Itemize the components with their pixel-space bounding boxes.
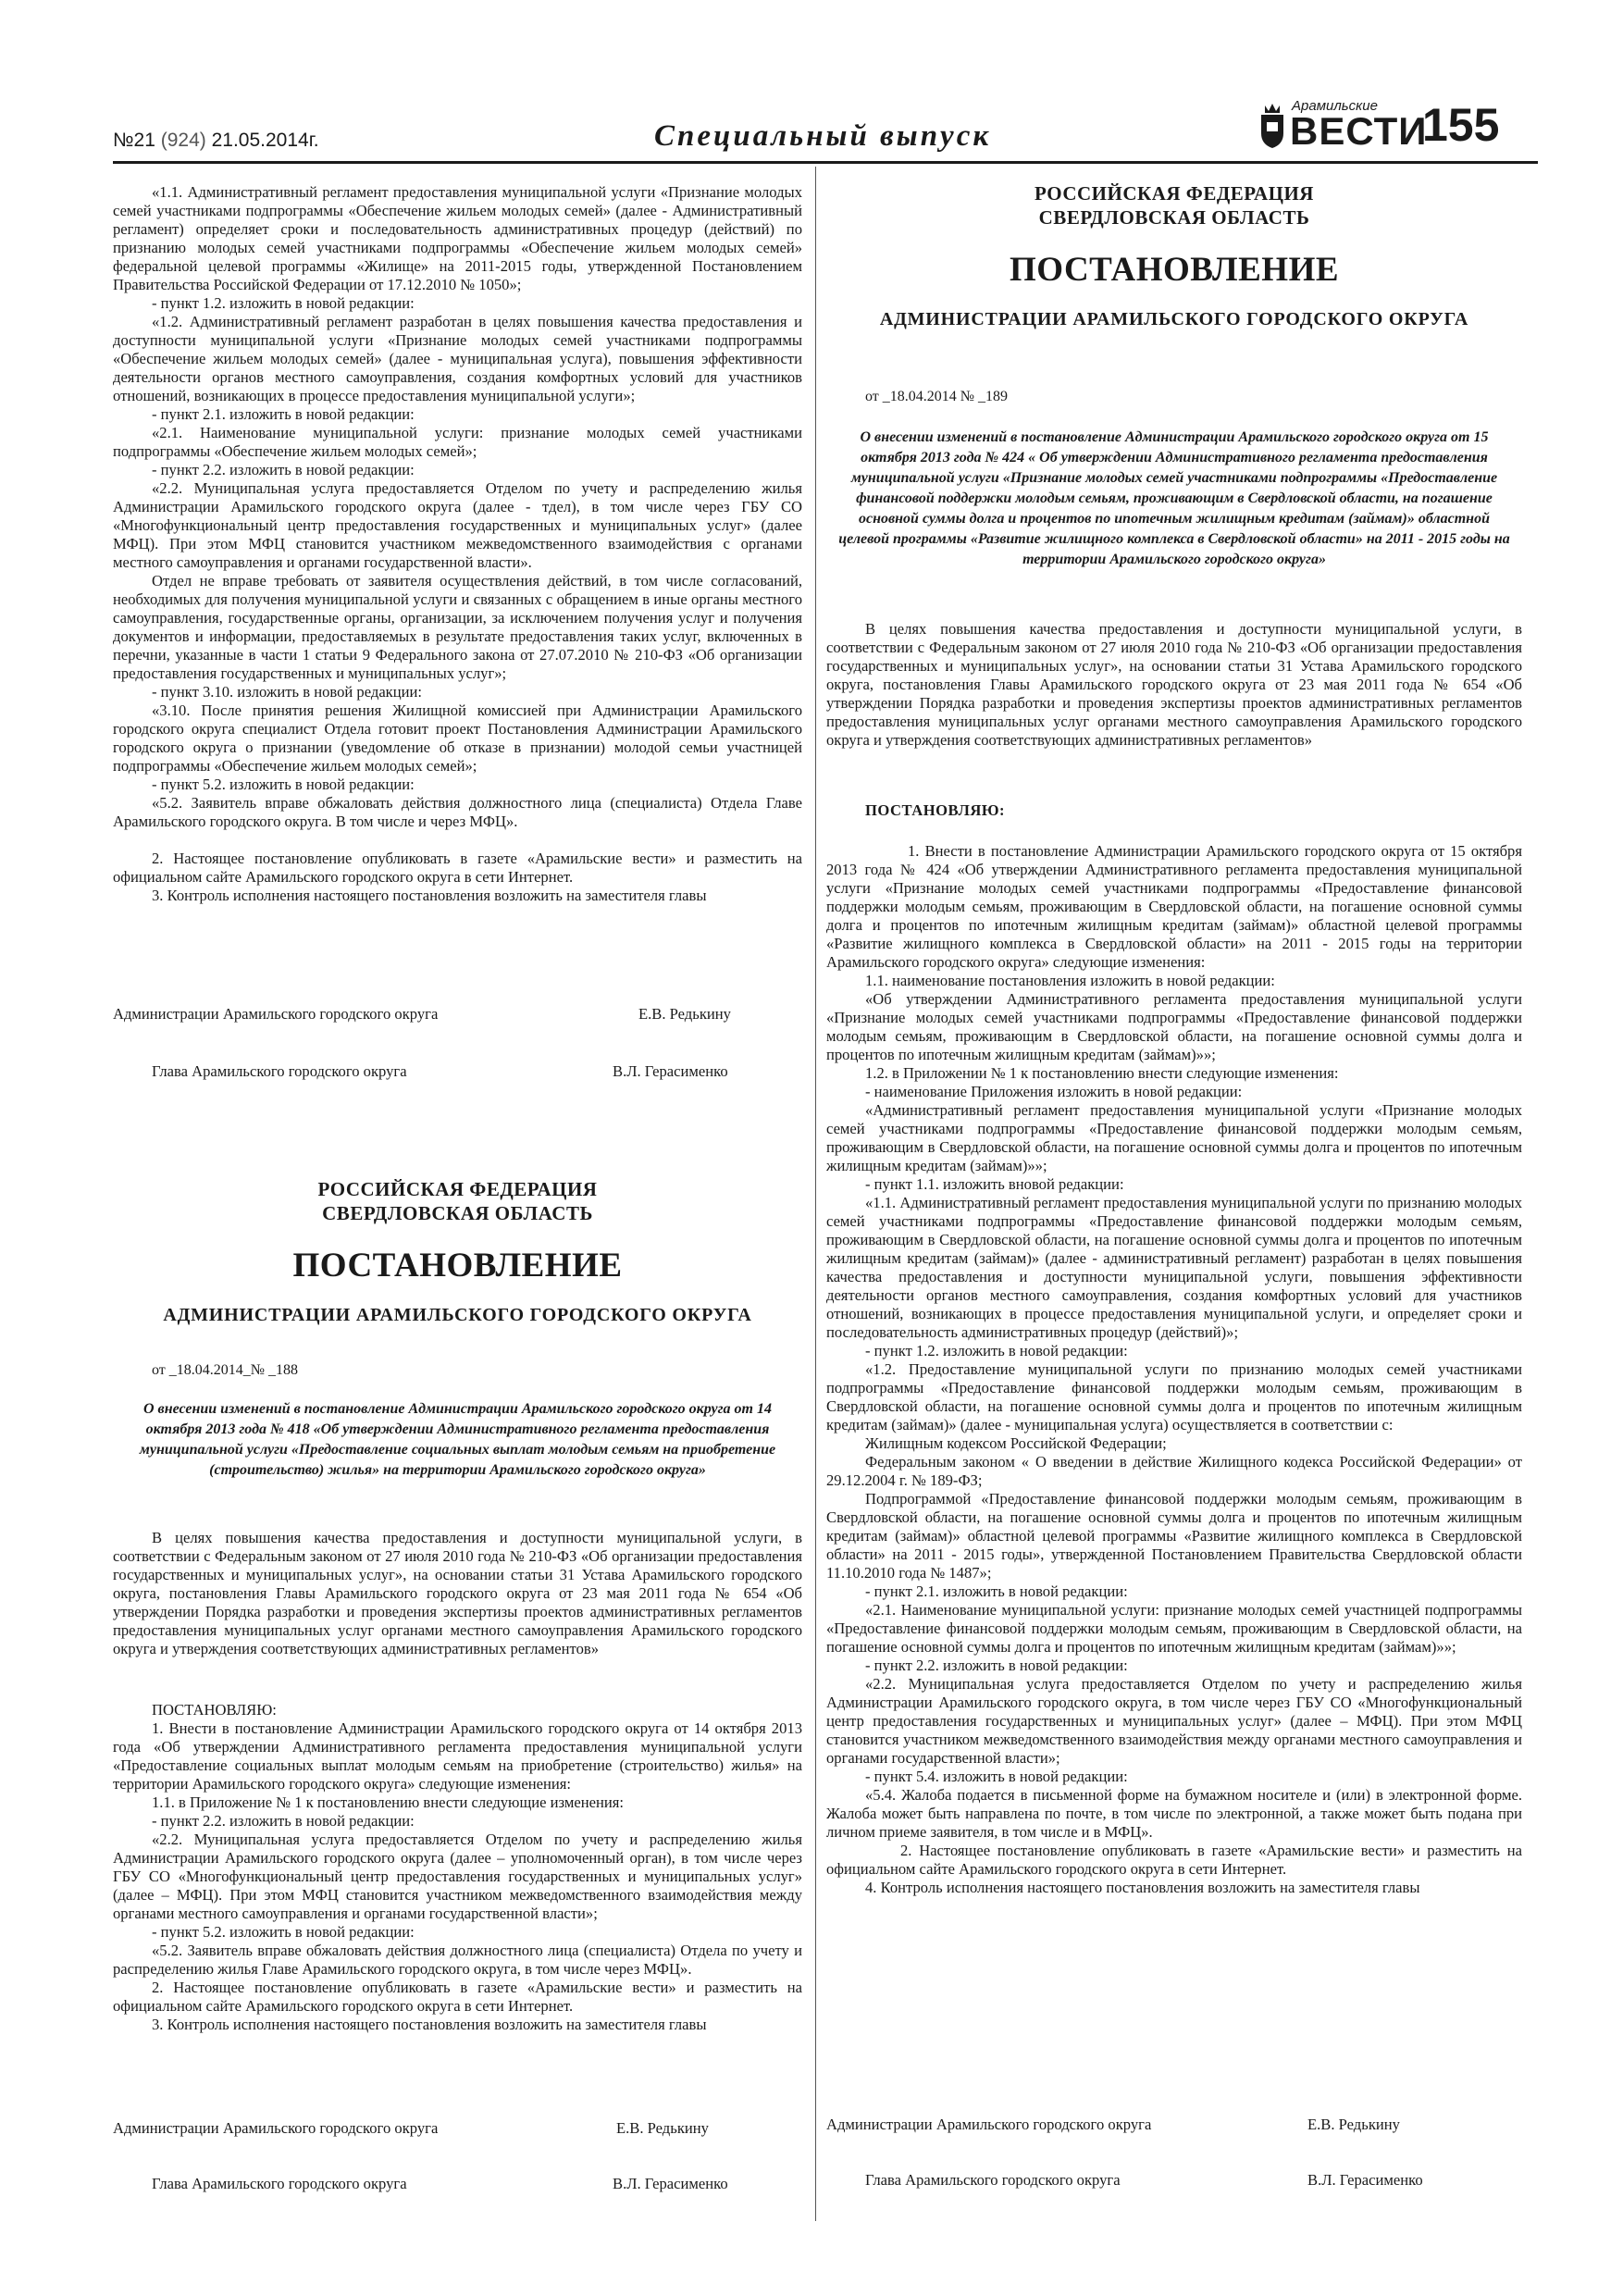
administration-title: АДМИНИСТРАЦИИ АРАМИЛЬСКОГО ГОРОДСКОГО ОКРУГА xyxy=(879,309,1469,329)
head-name: В.Л. Герасименко xyxy=(613,1062,728,1080)
signature-org: Администрации Арамильского городского округа xyxy=(113,2119,439,2137)
document-type-title: ПОСТАНОВЛЕНИЕ xyxy=(1009,251,1340,289)
paragraph: «2.2. Муниципальная услуга предоставляется Отделом по учету и распределению жилья Администрации Арамильского городского округа, в том числе через ГБУ СО «Многофункциональный центр предоставления государственных и муниципальных услуг» (далее – МФЦ). При этом МФЦ становится участником межведомственного взаимодействия между органами местного самоуправления и органами государственной власти»; xyxy=(826,1675,1522,1767)
doc188-date: от _18.04.2014_№ _188 xyxy=(152,1362,299,1378)
paragraph: - пункт 5.4. изложить в новой редакции: xyxy=(865,1768,1128,1785)
paragraph: 1.1. наименование постановления изложить в новой редакции: xyxy=(865,972,1275,989)
paragraph: «3.10. После принятия решения Жилищной комиссией при Администрации Арамильского городского округа специалист Отдела готовит проект Постановления Администрации Арамильского городского округа о признании (уведомление об отказе в признании) молодой семьи участницей подпрограммы «Обеспечение жильем молодых семей»; xyxy=(113,701,802,775)
paragraph: Подпрограммой «Предоставление финансовой поддержки молодым семьям, проживающим в Свердловской области, на погашение основной суммы долга и процентов по ипотечным жилищным кредитам (займам)» областной целевой программы «Развитие жилищного комплекса в Свердловской области» на 2011 - 2015 годы», утвержденной Постановлением Правительства Свердловской области 11.10.2010 года № 1487»; xyxy=(826,1490,1522,1582)
decree-word: ПОСТАНОВЛЯЮ: xyxy=(152,1701,277,1719)
coat-of-arms-icon xyxy=(1258,102,1286,150)
paragraph: - пункт 1.1. изложить вновой редакции: xyxy=(865,1175,1124,1193)
paragraph: - пункт 5.2. изложить в новой редакции: xyxy=(152,1923,415,1941)
logo-big-text: ВЕСТИ xyxy=(1290,109,1428,153)
region-title: СВЕРДЛОВСКАЯ ОБЛАСТЬ xyxy=(1038,206,1310,229)
paragraph: 1. Внести в постановление Администрации Арамильского городского округа от 15 октября 2013 года № 424 «Об утверждении Административного регламента предоставления муниципальной услуги «Признание молодых семей участниками подпрограммы «Предоставление финансовой поддержки молодым семьям, проживающим в Свердловской области, на погашение основной суммы долга и процентов по ипотечным жилищным кредитам (займам)» областной целевой программы «Развитие жилищного комплекса в Свердловской области» на 2011 - 2015 годы на территории Арамильского городского округа» следующие изменения: xyxy=(826,842,1522,971)
doc189-header xyxy=(826,181,1522,331)
issue-total: (924) xyxy=(160,130,206,151)
paragraph: 2. Настоящее постановление опубликовать в газете «Арамильские вести» и разместить на официальном сайте Арамильского городского округа в сети Интернет. xyxy=(113,1979,802,2015)
newspaper-logo xyxy=(1258,94,1428,159)
paragraph: - пункт 3.10. изложить в новой редакции: xyxy=(152,683,422,701)
paragraph: 4. Контроль исполнения настоящего постановления возложить на заместителя главы xyxy=(865,1879,1420,1896)
masthead-divider xyxy=(113,161,1538,164)
column-divider xyxy=(815,167,816,2221)
paragraph: 1. Внести в постановление Администрации Арамильского городского округа от 14 октября 2013 года «Об утверждении Административного регламента предоставления муниципальной услуги «Предоставление социальных выплат молодым семьям на приобретение (строительство) жилья» на территории Арамильского городского округа» следующие изменения: xyxy=(113,1719,802,1793)
paragraph: - пункт 5.2. изложить в новой редакции: xyxy=(152,776,415,793)
paragraph: «1.2. Предоставление муниципальной услуги по признанию молодых семей участниками подпрограммы «Предоставление финансовой поддержки молодым семьям, проживающим в Свердловской области, на погашение основной суммы долга и процентов по ипотечным жилищным кредитам (займам)» (далее - муниципальная услуга) осуществляется в соответствии с: xyxy=(826,1360,1522,1433)
doc189-body xyxy=(826,842,1522,1897)
paragraph: - пункт 2.2. изложить в новой редакции: xyxy=(865,1657,1128,1674)
signature-org: Администрации Арамильского городского округа xyxy=(113,1005,439,1023)
paragraph: «5.2. Заявитель вправе обжаловать действия должностного лица (специалиста) Отдела по учету и распределению жилья Главе Арамильского городского округа, в том числе через МФЦ». xyxy=(113,1942,802,1978)
region-title: СВЕРДЛОВСКАЯ ОБЛАСТЬ xyxy=(322,1202,593,1224)
paragraph: «2.2. Муниципальная услуга предоставляется Отделом по учету и распределению жилья Администрации Арамильского городского округа (далее – уполномоченный орган), в том числе через ГБУ СО «Многофункциональный центр предоставления государственных и муниципальных услуг» (далее – МФЦ). При этом МФЦ становится участником межведомственного взаимодействия между органами местного самоуправления и органами государственной власти»; xyxy=(113,1831,802,1922)
paragraph: 2. Настоящее постановление опубликовать в газете «Арамильские вести» и разместить на официальном сайте Арамильского городского округа в сети Интернет. xyxy=(826,1842,1522,1878)
country-title: РОССИЙСКАЯ ФЕДЕРАЦИЯ xyxy=(1035,182,1314,205)
paragraph: Отдел не вправе требовать от заявителя осуществления действий, в том числе согласований, необходимых для получения муниципальной услуги и связанных с обращением в иные органы местного самоуправления, государственные органы, организации, за исключением получения услуг и получения документов и информации, предоставляемых в результате предоставления таких услуг, включенных в перечни, указанные в части 1 статьи 9 Федерального закона от 27.07.2010 № 210-ФЗ «Об организации предоставления государственных и муниципальных услуг»; xyxy=(113,572,802,682)
paragraph: «2.2. Муниципальная услуга предоставляется Отделом по учету и распределению жилья Администрации Арамильского городского округа (далее - тдел), в том числе через ГБУ СО «Многофункциональный центр предоставления государственных и муниципальных услуг» (далее МФЦ). При этом МФЦ становится участником межведомственного взаимодействия с органами местного самоуправления и органами государственной власти». xyxy=(113,479,802,571)
paragraph: «5.2. Заявитель вправе обжаловать действия должностного лица (специалиста) Отдела Главе Арамильского городского округа. В том числе и через МФЦ». xyxy=(113,794,802,830)
issue-number: №21 xyxy=(113,130,155,151)
paragraph: «Административный регламент предоставления муниципальной услуги «Признание молодых семей участниками подпрограммы «Предоставление финансовой поддержки молодым семьям, проживающим в Свердловской области, на погашение основной суммы долга и процентов по ипотечным жилищным кредитам (займам)»»; xyxy=(826,1101,1522,1174)
paragraph: - пункт 1.2. изложить в новой редакции: xyxy=(152,294,415,312)
signature-name: Е.В. Редькину xyxy=(638,1005,731,1023)
masthead xyxy=(113,94,1538,161)
doc188-deputy-signature xyxy=(113,2119,802,2140)
paragraph: В целях повышения качества предоставления и доступности муниципальной услуги, в соответствии с Федеральным законом от 27 июля 2010 года № 210-ФЗ «Об организации предоставления государственных и муниципальных услуг», на основании статьи 31 Устава Арамильского городского округа, постановления Главы Арамильского городского округа от 23 мая 2011 года № 654 «Об утверждении Порядка разработки и проведения экспертизы проектов административных регламентов предоставления муниципальных услуг органами местного самоуправления Арамильского городского округа и утверждения соответствующих административных регламентов» xyxy=(113,1529,802,1657)
paragraph: - пункт 2.1. изложить в новой редакции: xyxy=(152,405,415,423)
doc189-intro xyxy=(826,620,1522,750)
paragraph: 2. Настоящее постановление опубликовать в газете «Арамильские вести» и разместить на официальном сайте Арамильского городского округа в сети Интернет. xyxy=(113,850,802,886)
doc189-deputy-signature xyxy=(826,2116,1522,2136)
paragraph: «1.1. Административный регламент предоставления муниципальной услуги по признанию молодых семей участниками подпрограммы «Предоставление финансовой поддержки молодым семьям, проживающим в Свердловской области, на погашение основной суммы долга и процентов по ипотечным жилищным кредитам (займам)» (далее - административный регламент) разработан в целях повышения качества предоставления и доступности муниципальной услуги, повышения эффективности деятельности органов местного самоуправления, создания комфортных условий для участников отношений, возникающих в процессе предоставления муниципальной услуги, и определяет сроки и последовательность административных процедур (действий)»; xyxy=(826,1194,1522,1341)
paragraph: - пункт 1.2. изложить в новой редакции: xyxy=(865,1342,1128,1359)
deputy-signature xyxy=(113,1005,802,1025)
head-title: Глава Арамильского городского округа xyxy=(865,2171,1121,2189)
paragraph: «5.4. Жалоба подается в письменной форме на бумажном носителе и (или) в электронной форме. Жалоба может быть направлена по почте, в том числе по электронной, а также может быть подана при личном приеме заявителя, в том числе и в МФЦ». xyxy=(826,1786,1522,1841)
special-issue-title: Специальный выпуск xyxy=(654,119,992,153)
country-title: РОССИЙСКАЯ ФЕДЕРАЦИЯ xyxy=(317,1178,598,1200)
document-type-title: ПОСТАНОВЛЕНИЕ xyxy=(292,1247,623,1285)
doc188-header xyxy=(113,1177,802,1327)
paragraph: В целях повышения качества предоставления и доступности муниципальной услуги, в соответствии с Федеральным законом от 27 июля 2010 года № 210-ФЗ «Об организации предоставления государственных и муниципальных услуг», на основании статьи 31 Устава Арамильского городского округа, постановления Главы Арамильского городского округа от 23 мая 2011 года № 654 «Об утверждении Порядка разработки и проведения экспертизы проектов административных регламентов предоставления муниципальных услуг органами местного самоуправления Арамильского городского округа и утверждения соответствующих административных регламентов» xyxy=(826,620,1522,749)
doc189-decree: ПОСТАНОВЛЯЮ: xyxy=(865,801,1006,819)
paragraph: - пункт 2.1. изложить в новой редакции: xyxy=(865,1582,1128,1600)
head-title: Глава Арамильского городского округа xyxy=(152,2175,407,2192)
paragraph: «2.1. Наименование муниципальной услуги: признание молодых семей участниками подпрограммы «Обеспечение жильем молодых семей»; xyxy=(113,424,802,460)
signature-org: Администрации Арамильского городского округа xyxy=(826,2116,1152,2133)
issue-info xyxy=(113,130,319,152)
paragraph: Федеральным законом « О введении в действие Жилищного кодекса Российской Федерации» от 29.12.2004 г. № 189-ФЗ; xyxy=(826,1453,1522,1489)
signature-name: Е.В. Редькину xyxy=(616,2119,709,2137)
paragraph: «1.2. Административный регламент разработан в целях повышения качества предоставления и доступности муниципальной услуги «Признание молодых семей участниками подпрограммы «Обеспечение жильем молодых семей» (далее - муниципальная услуга), повышения эффективности деятельности органов местного самоуправления, создания комфортных условий для участников отношений, возникающих в процессе предоставления муниципальной услуги»; xyxy=(113,313,802,404)
issue-date: 21.05.2014г. xyxy=(211,130,319,151)
page-number: 155 xyxy=(1422,99,1500,151)
left-continuation-text xyxy=(113,183,802,905)
doc188-subject: О внесении изменений в постановление Администрации Арамильского городского округа от 14 октября 2013 года № 418 «Об утверждении Административного регламента предоставления муниципальной услуги «Предоставление социальных выплат молодым семьям на приобретение (строительство) жилья» на территории Арамильского городского округа» xyxy=(139,1401,776,1478)
doc188-intro xyxy=(113,1529,802,1658)
administration-title: АДМИНИСТРАЦИИ АРАМИЛЬСКОГО ГОРОДСКОГО ОКРУГА xyxy=(163,1305,752,1325)
head-signature xyxy=(113,1062,802,1083)
paragraph: 3. Контроль исполнения настоящего постановления возложить на заместителя главы xyxy=(152,887,707,904)
doc189-date: от _18.04.2014 № _189 xyxy=(865,389,1009,404)
head-name: В.Л. Герасименко xyxy=(1307,2171,1423,2189)
head-name: В.Л. Герасименко xyxy=(613,2175,728,2192)
doc188-head-signature xyxy=(113,2175,802,2195)
doc188-body xyxy=(113,1719,802,2034)
paragraph: «1.1. Административный регламент предоставления муниципальной услуги «Признание молодых семей участниками подпрограммы «Обеспечение жильем молодых семей» (далее - Административный регламент) определяет сроки и последовательность административных процедур (действий) по признанию молодых семей участниками подпрограммы «Обеспечение жильем молодых семей» федеральной целевой программы «Жилище» на 2011-2015 годы, утвержденной Постановлением Правительства Российской Федерации от 17.12.2010 № 1050»; xyxy=(113,183,802,293)
doc189-head-signature xyxy=(826,2171,1522,2191)
signature-name: Е.В. Редькину xyxy=(1307,2116,1400,2133)
head-title: Глава Арамильского городского округа xyxy=(152,1062,407,1080)
doc188-decree xyxy=(113,1701,802,1719)
logo-small-text: Арамильские xyxy=(1292,98,1378,114)
paragraph: Жилищным кодексом Российской Федерации; xyxy=(865,1434,1167,1452)
paragraph: - пункт 2.2. изложить в новой редакции: xyxy=(152,461,415,478)
doc189-subject: О внесении изменений в постановление Администрации Арамильского городского округа от 15 октября 2013 года № 424 « Об утверждении Административного регламента предоставления муниципальной услуги «Признание молодых семей участниками подпрограммы «Предоставление финансовой поддержки молодым семьям, проживающим в Свердловской области, на погашение основной суммы долга и процентов по ипотечным жилищным кредитам (займам)» областной целевой программы «Развитие жилищного комплекса в Свердловской области» на 2011 - 2015 годы на территории Арамильского городского округа» xyxy=(838,429,1510,567)
paragraph: 1.2. в Приложении № 1 к постановлению внести следующие изменения: xyxy=(865,1064,1339,1082)
paragraph: «2.1. Наименование муниципальной услуги: признание молодых семей участницей подпрограммы «Предоставление финансовой поддержки молодым семьям, проживающим в Свердловской области, на погашение основной суммы долга и процентов по ипотечным жилищным кредитам (займам)»»; xyxy=(826,1601,1522,1656)
paragraph: - пункт 2.2. изложить в новой редакции: xyxy=(152,1812,415,1830)
paragraph: «Об утверждении Административного регламента предоставления муниципальной услуги «Признание молодых семей участниками подпрограммы «Предоставление финансовой поддержки молодым семьям, проживающим в Свердловской области, на погашение основной суммы долга и процентов по ипотечным жилищным кредитам (займам)»»; xyxy=(826,990,1522,1063)
paragraph: 3. Контроль исполнения настоящего постановления возложить на заместителя главы xyxy=(152,2016,707,2033)
paragraph: 1.1. в Приложение № 1 к постановлению внести следующие изменения: xyxy=(152,1793,624,1811)
paragraph: - наименование Приложения изложить в новой редакции: xyxy=(865,1083,1243,1100)
